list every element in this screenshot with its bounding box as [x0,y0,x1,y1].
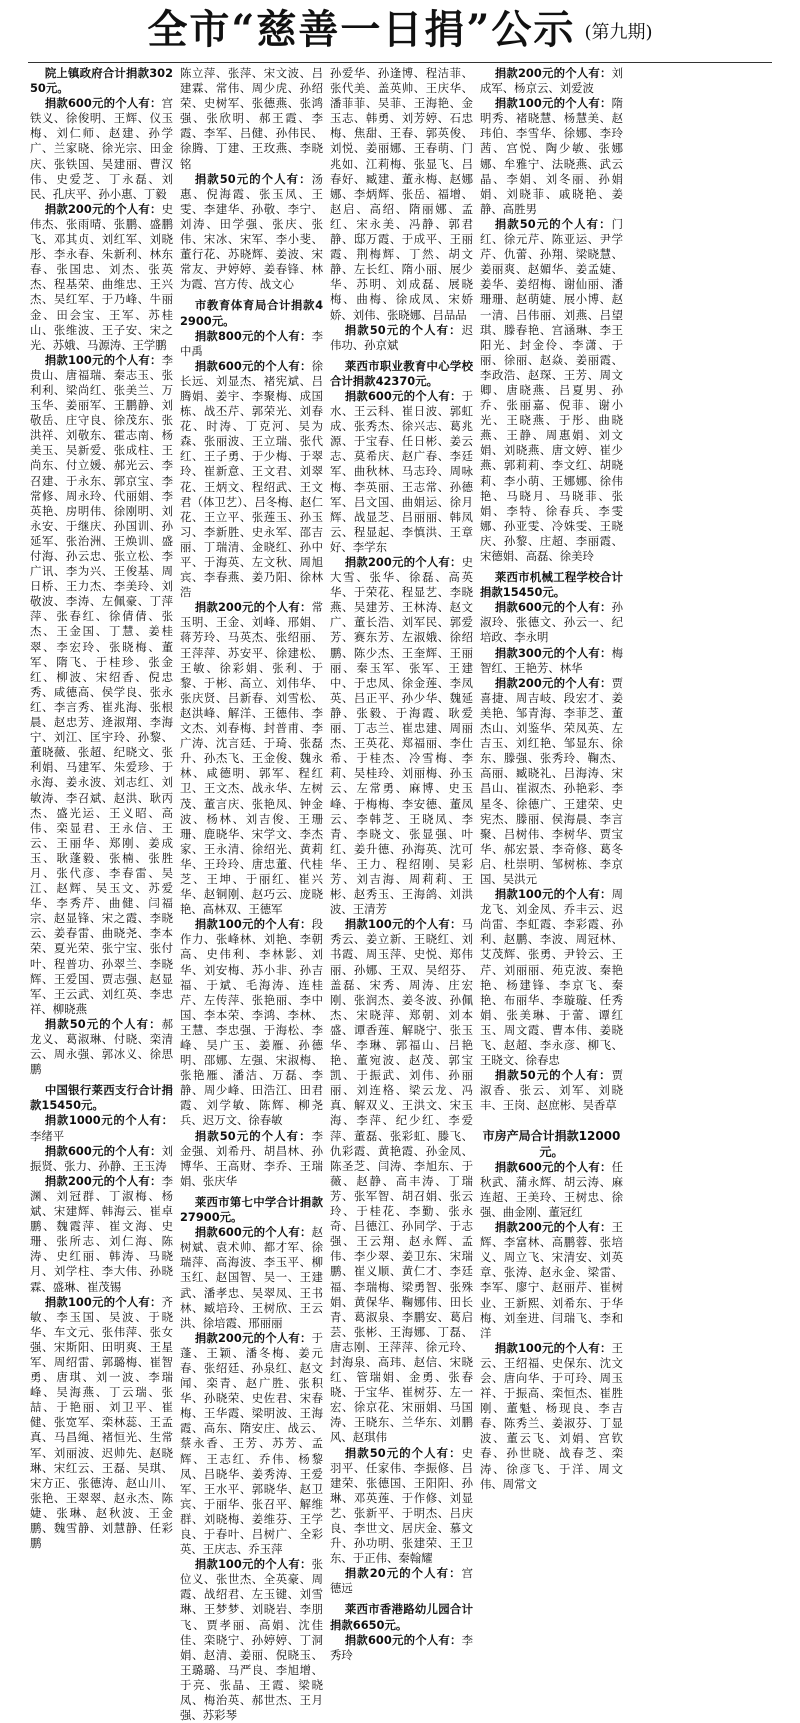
unit-total-heading: 院上镇政府合计捐款30250元。 [30,66,173,96]
donor-names: 于水、王云科、崔日波、郭虹成、张秀杰、徐兴志、葛兆源、于宝春、任日彬、姜云志、莫希庆、赵广春、李廷军、曲秋林、马志玲、周咏梅、李英丽、王志常、孙德军、吕文国、曲娟运、徐月辉、战显芝、吕丽丽、韩凤云、程显起、李慎洪、王章好、李学东 [330,388,473,554]
tier-label: 捐款200元的个人有： [194,600,312,615]
donation-tier [180,1129,323,1189]
donation-tier [180,1557,323,1723]
tier-label: 捐款50元的个人有： [194,1128,312,1143]
donation-tier [180,917,323,1128]
donor-names: 赵树斌、袁术帅、都才军、徐瑞萍、高海波、李玉平、柳玉红、赵国智、吴一、王建武、潘孝忠、吴翠凤、王书林、臧培玲、王树欣、王云洪、徐培霞、邢丽丽 [180,1225,323,1330]
donor-names: 门红、徐元芹、陈亚运、尹学芹、仇蕾、孙翔、梁晓慧、姜丽爽、赵媚华、姜孟婕、姜华、姜绍梅、谢仙丽、潘珊珊、赵萌婕、展小博、赵一清、吕伟丽、刘燕、吕望琪、滕春艳、宫涵琳、李王阳光、封金伶、李潇、于丽、徐丽、赵焱、姜丽霞、李政浩、赵琛、王芳、周文卿、唐晓燕、吕夏男、孙乔、张丽嘉、倪菲、谢小光、王晓燕、于彤、曲晓燕、王静、周惠娟、刘文娟、刘晓燕、唐文婷、崔少燕、郭莉莉、李文红、胡晓莉、李小萌、王娜娜、徐伟艳、马晓月、马晓菲、张娟、李特、徐春兵、李雯娜、孙亚雯、冷姝雯、王晓庆、孙黎、庄超、李丽霞、宋德娟、高磊、徐美玲 [480,216,623,563]
unit-total-heading: 莱西市职业教育中心学校合计捐款42370元。 [330,358,473,388]
donation-tier [330,555,473,917]
unit-total-heading: 市房产局合计捐款12000元。 [482,1129,621,1159]
tier-label: 捐款600元的个人有： [344,388,462,403]
donation-tier [330,323,473,353]
donor-names: 迟伟功、孙京斌 [330,322,473,352]
donation-tier [30,353,173,1017]
donation-tier [330,1566,473,1596]
tier-label: 捐款600元的个人有： [494,600,612,615]
tier-label: 捐款50元的个人有： [344,1445,462,1460]
tier-label: 捐款200元的个人有： [44,201,162,216]
column-3 [330,66,473,1662]
tier-label: 捐款100元的个人有： [44,1294,162,1309]
donor-names: 孙淑玲、张德文、孙云一、纪培政、李永明 [480,600,623,645]
tier-label: 捐款100元的个人有： [494,887,612,902]
donor-names: 陈立萍、张萍、宋文波、吕建霖、常伟、周少虎、孙绍荣、史树军、张德燕、张鸿强、张欣明、郝王霞、李霞、李军、吕健、孙伟民、徐腾、丁建、王玫燕、李晓铭 [180,66,323,171]
tier-label: 捐款50元的个人有： [494,1068,612,1083]
donor-names: 汤惠、倪海霞、张玉凤、王雯、李建华、孙敬、李宁、刘涛、田学强、张庆、张伟、宋冰、宋军、李小斐、董行花、苏晓辉、姜波、宋常友、尹婷婷、姜春锋、林为霞、宫方传、战文心 [180,171,323,292]
donor-names: 郝龙义、葛淑琳、付晓、栾清云、周永强、郭冰义、徐思鹏 [30,1016,173,1077]
donation-tier [480,676,623,887]
tier-label: 捐款600元的个人有： [44,1143,162,1158]
donor-names: 齐敏、李玉国、吴波、于晓华、车文元、张伟萍、张女强、宋斯阳、田明爽、王星军、周绍雷、郭璐梅、崔智勇、唐琪、刘一波、李瑞峰、吴海燕、丁云瑞、张喆、于艳丽、刘卫平、崔健、张宽军、栾林蕊、王孟真、马昌绳、褚恒光、生常军、刘丽波、迟帅先、赵晓琳、宋红云、王磊、吴琪、宋方正、张德涛、赵山川、张艳、王翠翠、赵永杰、陈婕、张琳、赵秋波、王金鹏、魏雪静、刘慧静、任彩鹏 [30,1294,173,1551]
donor-names: 宫德远 [330,1566,473,1596]
tier-label: 捐款100元的个人有： [194,1557,312,1572]
donor-names: 张位义、张世杰、全英豪、周霞、战绍君、左玉键、刘雪琳、王梦梦、刘晓岩、李朋飞、贾孝丽、高娟、沈佳佳、栾晓宁、孙婷婷、丁洞娟、赵清、姜丽、倪晓玉、王璐璐、马严良、李旭增、于亮、张晶、王霞、梁晓凤、梅治英、郝世杰、王月强、苏彩琴 [180,1557,323,1723]
donation-tier [180,1331,323,1557]
donation-tier [30,1017,173,1077]
tier-label: 捐款600元的个人有： [344,1632,462,1647]
unit-total-heading: 中国银行莱西支行合计捐款15450元。 [30,1083,173,1113]
tier-label: 捐款200元的个人有： [194,1330,312,1345]
donation-tier [480,646,623,676]
donation-tier [180,1225,323,1331]
donor-names: 周龙飞、刘金凤、乔丰云、迟尚雷、李虹霞、李彩霞、孙利、赵鹏、李波、周冠林、艾茂辉、张勇、尹铃云、王芹、刘丽丽、苑克波、秦艳艳、杨建锋、李京飞、秦艳、布丽华、李璇璇、任秀娟、张美琳、于蕾、谭红玉、周文霞、曹本伟、姜晓飞、赵超、李永彦、柳飞、王晓文、徐春忠 [480,887,623,1068]
donor-names: 于蓬、王颖、潘冬梅、姜元春、张绍廷、孙泉红、赵文闻、栾青、赵广胜、张积华、孙晓荣、史佐君、宋春梅、王华霞、梁明波、王海霞、高东、隋安庄、战云、蔡永香、王芳、苏芳、孟辉、王志红、乔伟、杨黎凤、吕晓华、姜秀涛、王爱军、王水平、郭晓华、赵卫宾、于丽华、张召平、解维群、刘晓梅、姜维芬、王学良、于春叶、吕树广、全彩英、王庆志、乔玉萍 [180,1330,323,1557]
donation-tier [30,1295,173,1552]
tier-label: 捐款100元的个人有： [44,352,162,367]
unit-total-heading: 莱西市机械工程学校合计捐款15450元。 [480,570,623,600]
donor-names: 梅智红、王艳芳、林华 [480,645,623,675]
tier-label: 捐款100元的个人有： [494,1340,612,1355]
tier-label: 捐款600元的个人有： [194,358,312,373]
donor-names: 孙爱华、孙逢博、程洁菲、张代美、盖英帅、王庆华、潘菲菲、吴菲、王海艳、金玉志、韩勇、刘芳婷、石忠梅、焦甜、王春、郭英俊、刘悦、姜丽娜、王春萌、门兆如、江莉梅、张显飞、吕春好、臧建、董永梅、赵娜娜、李炳辉、张岳、福增、赵启、高绍、隋丽娜、孟红、宋永美、冯静、郭君静、邸万霞、于成平、王丽霞、荆梅辉、丁然、胡文静、左长红、隋小丽、展少华、苏明、刘成磊、展晓梅、曲梅、徐成凤、宋娇娇、刘伟、张晓娜、吕品品 [330,66,473,322]
donation-tier [30,202,173,353]
tier-label: 捐款800元的个人有： [194,328,312,343]
tier-label: 捐款200元的个人有： [344,555,462,569]
donation-tier [180,329,323,359]
tier-label: 捐款600元的个人有： [494,1159,612,1174]
donation-tier [330,1633,473,1663]
donation-tier [480,217,623,564]
donor-names: 李中禹 [180,328,323,358]
tier-label: 捐款50元的个人有： [44,1016,162,1031]
donation-tier [480,1341,623,1492]
masthead [0,0,800,62]
tier-label: 捐款20元的个人有： [344,1566,462,1581]
donor-names: 刘振贤、张力、孙静、王玉涛 [30,1143,173,1173]
tier-label: 捐款1000元的个人有： [44,1113,173,1128]
unit-total-heading: 莱西市第七中学合计捐款27900元。 [180,1194,323,1225]
column-1 [30,66,173,1551]
tier-label: 捐款100元的个人有： [344,917,462,932]
donation-tier [480,1068,623,1113]
column-4 [480,66,623,1491]
tier-label: 捐款200元的个人有： [44,1173,162,1188]
donation-tier [330,66,473,323]
donation-tier [330,917,473,1445]
donor-names: 李贵山、唐福瑞、秦志玉、张利利、梁尚红、张美兰、万玉华、姜丽军、王鹏静、刘敬岳、庄守良、徐茂东、张洪祥、刘敬东、霍志南、杨美玉、吴新爱、张成柱、王尚东、付立媛、郝光云、李召建、于永东、郭京宝、李常修、周永玲、代丽娟、李英艳、房明伟、徐刚明、刘永安、于继庆、孙国训、孙延军、张治洲、王焕训、盛付海、孙云忠、张立松、李广讯、李为兴、王俊基、周日桥、王力杰、李美玲、刘敬波、李涛、左佩豪、丁萍萍、张春红、徐倩倩、张杰、王金国、丁慧、姜桂翠、李宏玲、张晓梅、董军、隋飞、于桂珍、张金红、柳波、宋绍香、倪忠秀、咸德高、侯学良、张永红、李言秀、崔兆海、张根晨、赵忠芳、逄淑翔、李海宁、刘江、匡宇玲、孙黎、董晓薇、张超、纪晓文、张利娟、马建军、朱爱珍、于永海、姜永波、刘志红、刘敏涛、李召斌、赵洪、耿丙杰、盛光运、王义昭、高伟、栾显君、王永信、王云、王丽华、郑刚、姜成玉、耿蓬毅、张楠、张胜月、张代彦、李春雷、吴江、赵辉、吴玉文、苏爱华、李秀芹、曲健、闫福宗、赵显锋、宋之霞、李晓云、姜春雷、曲晓尧、李本荣、夏光荣、张宁宝、张付叶、程普功、孙翠兰、李晓辉、王爱国、贾志强、赵显军、王云武、刘红英、李忠祥、柳晓燕 [30,352,173,1016]
donor-names: 贾喜捷、周吉岐、段宏才、姜美艳、邹青海、李菲芝、董杰山、刘鉴华、荣凤英、左吉玉、刘红艳、邹显东、徐东、滕强、张秀玲、鞠杰、高丽、臧晓礼、吕海涛、宋昌山、崔淑杰、孙艳彩、李星冬、徐德广、王建荣、史宪杰、滕丽、侯海晨、李言聚、吕树伟、李树华、贾宝华、郝宏景、李奇修、葛冬启、杜崇明、邹树栋、李京国、吴洪元 [480,675,623,886]
donor-names: 史大雪、张华、徐磊、高英华、于荣花、程显艺、李晓燕、吴建芳、王林涛、赵文广、董长浩、刘军民、郭爱芳、赛东芳、左淑娥、徐绍鹏、陈少杰、王奎辉、王丽丽、秦玉军、张军、王建中、于忠凤、徐金莲、李凤英、吕正平、孙少华、魏延静、张毅、于海霞、耿爱丽、丁志兰、崔忠建、周丽杰、王英花、郑福丽、李仕希、于桂杰、冷雪梅、李莉、吴桂玲、刘丽梅、孙玉云、左常勇、麻博、史玉峰、于梅梅、李安德、董凤云、李韩芝、王晓凤、李青、李晓文、张显强、叶红、姜升德、孙海英、沈可华、王力、程绍刚、吴彩芳、刘吉海、周莉莉、王彬、赵秀玉、王海鸽、刘洪波、王清芳 [330,555,473,917]
donor-names: 刘成军、杨京云、刘爱波 [480,66,623,96]
tier-label: 捐款50元的个人有： [344,322,462,337]
donation-tier [30,96,173,202]
unit-total-heading: 莱西市香港路幼儿园合计捐款6650元。 [330,1602,473,1632]
donation-tier [180,600,323,917]
donor-names: 段作力、张峰林、刘艳、李朝高、史伟利、李林影、刘华、刘安梅、苏小非、孙吉福、于斌、毛海涛、连桂芹、左传萍、张艳丽、李中国、李本荣、李鸿、李林、王慧、李忠强、于海松、李峰、吴广玉、姜雁、孙德明、邵娜、左强、宋淑梅、张艳雁、潘洁、万磊、李静、周少峰、田浩江、田君霞、刘学敏、陈辉、柳尧兵、迟万文、徐春敏 [180,917,323,1128]
donation-tier [480,96,623,217]
donation-tier [30,1144,173,1174]
donor-names: 李金强、刘希丹、胡昌林、孙博华、王高财、李乔、王瑞娟、张庆华 [180,1128,323,1188]
donor-names: 常玉明、王金、刘峰、邢娟、蒋芳玲、马英杰、张绍丽、王萍萍、苏安平、徐建松、王敏、徐彩娟、张利、于黎、于彬、高立、刘伟华、张庆贤、吕新春、刘雪松、赵洪峰、解洋、王德伟、李文杰、刘春梅、封普甫、李广涛、沈言廷、于琦、张磊升、孙杰飞、王金俊、魏永林、咸德明、郭军、程红卫、王文杰、战永华、左树茂、董言庆、张艳凤、钟金波、杨林、刘吉俊、王珊珊、鹿晓华、宋学文、李杰家、王永清、徐绍光、黄莉华、王玲玲、唐忠董、代桂芝、王坤、于丽红、崔兴华、赵铜刚、赵巧云、庞晓艳、高林双、王德军 [180,600,323,917]
section-gap [480,1113,623,1119]
donor-names: 马秀云、姜立新、王晓红、刘书霞、周玉萍、史悦、郑伟丽、孙娜、王双、吴绍芬、盖磊、宋秀、周涛、庄宏刚、张润杰、姜冬波、孙佩杰、宋晓萍、郑朝、刘本盛、谭香莲、解晓宁、张玉华、李琳、郭福山、吕艳艳、董宛波、赵茂、郭宝凯、于振武、刘伟、孙丽丽、刘连格、梁云龙、冯真、解双义、王洪文、宋玉海、李萍、纪少红、李爱萍、董磊、张彩虹、滕飞、仇彩霞、黄艳霞、孙金凤、陈圣芝、闫涛、李旭东、于薇、赵静、高丰涛、丁瑞芳、张军智、胡召娟、张云玲、于桂花、李勤、张永奇、吕德江、孙同学、于志强、王云翔、赵永辉、孟伟、李少翠、姜卫东、宋瑞鹏、崔义顺、黄仁才、李廷福、李瑞梅、梁勇智、张殊娟、黄保华、鞠娜伟、田长青、葛淑泉、李鹏安、葛启芸、张彬、王海娜、丁磊、唐志刚、王萍萍、徐元玲、封海泉、高玮、赵信、宋晓红、管瑞娟、金勇、张春晓、于宝华、崔树芬、左一宏、徐京花、宋丽娟、马国涛、王晓东、兰华东、刘鹏风、赵琪伟 [330,917,473,1445]
donor-names: 李秀玲 [330,1632,473,1662]
issue-number: (第九期) [584,22,653,43]
tier-label: 捐款50元的个人有： [194,171,312,186]
donor-names: 史羽平、任家伟、李振修、吕建荣、张德国、王阳阳、孙琳、邓英莲、于作修、刘显艺、张新平、于明杰、吕庆良、李世文、居庆金、慕文升、孙功明、张建荣、王卫东、于正伟、秦翰耀 [330,1445,473,1566]
tier-label: 捐款100元的个人有： [494,96,612,111]
article-columns [30,66,774,1723]
page-title: 全市“慈善一日捐”公示 [147,6,576,53]
donor-names: 宫铁义、徐俊明、王辉、仪玉梅、刘仁师、赵建、孙学广、兰家晓、徐光宗、田金庆、张铁国、吴建丽、曹汉伟、史爱芝、丁永磊、刘民、孔庆平、孙小惠、丁毅 [30,96,173,201]
tier-label: 捐款100元的个人有： [194,917,312,932]
donation-tier [480,1160,623,1220]
donation-tier [480,1220,623,1341]
tier-label: 捐款200元的个人有： [494,66,612,80]
donation-tier [480,887,623,1068]
tier-label: 捐款600元的个人有： [44,96,162,111]
donor-names: 贾淑香、张云、刘军、刘晓丰、王岗、赵庶彬、吴香草 [480,1068,623,1113]
unit-total-heading: 市教育体育局合计捐款42900元。 [180,298,323,328]
donor-names: 史伟杰、张雨晴、张鹏、盛鹏飞、邓其贞、刘红军、刘晓彤、李永春、朱新利、林东春、张国忠、刘杰、张英杰、程基荣、曲维忠、王兴杰、吴红军、于乃峰、牛丽金、田会宝、王军、苏桂山、张维波、王子安、宋之光、苏娥、马源涛、王学鹏 [30,201,173,352]
donor-names: 徐长远、刘显杰、褚宪斌、吕腾娟、姜宇、李聚梅、成国栋、战丕芹、郭荣光、刘春花、时涛、丁克河、吴为森、张丽波、王立瑞、张代红、王子勇、于少梅、于翠玲、崔新意、王文君、刘翠花、王炳文、程绍武、王文君（体卫艺）、吕冬梅、赵仁花、王立平、张莲玉、孙玉习、李新胜、史永军、邵吉丽、丁瑞清、金晓红、孙中平、于海英、左文秋、周旭宾、李春燕、姜乃阳、徐林浩 [180,358,323,600]
header-rule [28,62,772,63]
donation-tier [180,359,323,601]
tier-label: 捐款200元的个人有： [494,1220,612,1235]
donation-tier [180,172,323,293]
donation-tier [330,389,473,555]
tier-label: 捐款50元的个人有： [494,216,612,231]
tier-label: 捐款600元的个人有： [194,1225,312,1240]
donation-tier [30,1174,173,1295]
donor-names: 李绪平 [30,1128,65,1143]
donation-tier [480,66,623,96]
donor-names: 隋明秀、褚晓慧、杨慧美、赵玮伯、李雪华、徐娜、李玲茜、宫悦、陶少敏、张娜娜、牟雅宁、法晓燕、武云晶、李娟、刘冬丽、孙娟娟、刘晓菲、戚晓艳、姜静、高胜男 [480,96,623,216]
donor-names: 李渊、刘冠群、丁淑梅、杨斌、宋建辉、韩海云、崔卓鹏、魏霞萍、崔文海、史珊、张所志、刘仁海、陈涛、史红丽、韩涛、马晓月、刘学柱、李大伟、孙晓霖、盛琳、崔茂锡 [30,1173,173,1294]
donation-tier [330,1446,473,1567]
tier-label: 捐款200元的个人有： [494,675,612,690]
column-2 [180,66,323,1723]
donation-tier [180,66,323,172]
donation-tier [30,1113,173,1143]
donor-names: 王辉、李富林、高鹏蓉、张培义、周立飞、宋清安、刘英章、张涛、赵永金、梁雷、李军、廖宁、赵丽芹、崔树业、王新熙、刘希东、于华梅、刘奎进、闫瑞飞、李和洋 [480,1220,623,1340]
donation-tier [480,600,623,645]
donor-names: 任秋武、蒲永辉、胡云涛、麻连超、王美玲、王树忠、徐强、曲金刚、董冠红 [480,1159,623,1219]
donor-names: 王云、王绍福、史保东、沈文会、唐向华、于可玲、周玉祥、于振高、栾恒杰、崔胜刚、董魁、杨现良、李吉春、陈秀兰、姜淑芬、丁显波、董云飞、刘娟、宫钦春、孙世晓、战春芝、栾涛、徐彦飞、于洋、周文伟、周常文 [480,1340,623,1491]
tier-label: 捐款300元的个人有： [494,645,612,660]
